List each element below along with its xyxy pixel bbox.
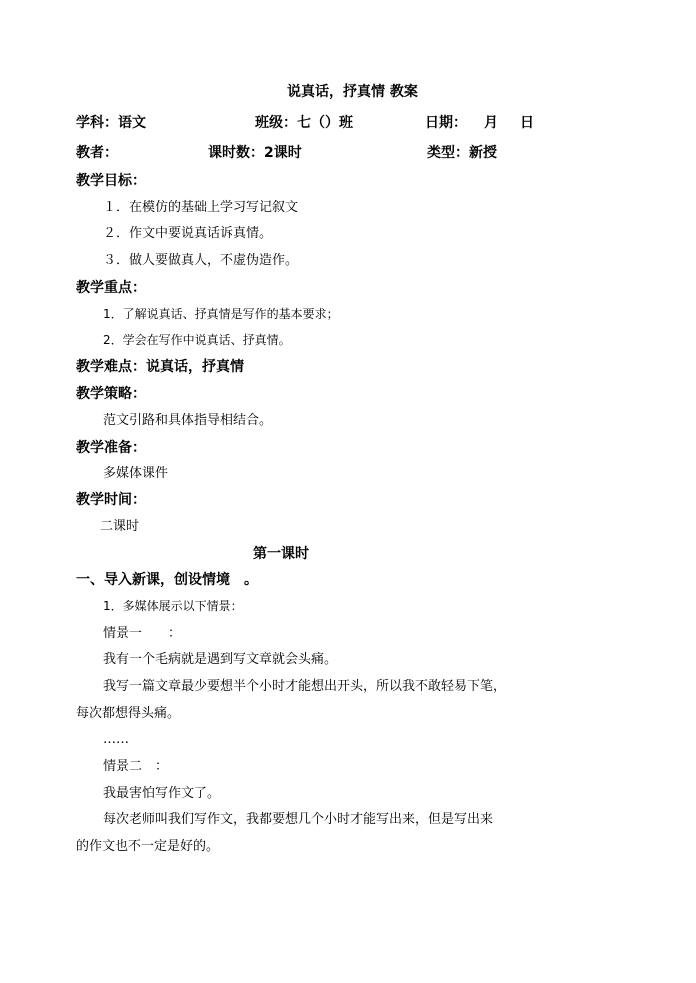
scene2-label: 情景二 ： (103, 759, 169, 774)
objective-item: １．在模仿的基础上学习写记叙文 (103, 200, 299, 215)
subject-field: 学科：语文 (76, 115, 146, 131)
ellipsis: …… (103, 732, 129, 747)
preparation-text: 多媒体课件 (103, 466, 169, 481)
time-heading: 教学时间： (76, 492, 146, 508)
key-points-heading: 教学重点： (76, 280, 146, 296)
strategy-text: 范文引路和具体指导相结合。 (103, 413, 273, 428)
lesson1-title: 第一课时 (253, 546, 309, 562)
scene1-label: 情景一 ： (103, 626, 182, 641)
difficulty-line: 教学难点：说真话，抒真情 (76, 359, 244, 375)
time-text: 二课时 (100, 519, 140, 534)
class-field: 班级：七（）班 (255, 115, 353, 131)
scene2-paragraph: 的作文也不一定是好的。 (76, 839, 220, 854)
scene1-paragraph: 我写一篇文章最少要想半个小时才能想出开头，所以我不敢轻易下笔， (103, 679, 507, 694)
type-field: 类型：新授 (427, 145, 497, 161)
section1-heading: 一、导入新课，创设情境 。 (76, 572, 258, 588)
objectives-heading: 教学目标： (76, 173, 146, 189)
scene2-paragraph: 我最害怕写作文了。 (103, 786, 221, 801)
date-label: 日期： (425, 115, 467, 131)
objective-item: ２．作文中要说真话诉真情。 (103, 226, 273, 241)
key-point-item: 2．学会在写作中说真话、抒真情。 (103, 333, 291, 347)
document-title: 说真话，抒真情 教案 (287, 84, 418, 100)
scene2-paragraph: 每次老师叫我们写作文，我都要想几个小时才能写出来，但是写出来 (103, 812, 494, 827)
key-point-item: 1．了解说真话、抒真情是写作的基本要求； (103, 307, 339, 321)
strategy-heading: 教学策略： (76, 386, 146, 402)
scene1-paragraph: 每次都想得头痛。 (76, 706, 181, 721)
date-month: 月 (484, 115, 498, 131)
objective-item: ３．做人要做真人，不虚伪造作。 (103, 253, 299, 268)
teacher-field: 教者： (76, 145, 118, 161)
step1-text: 1．多媒体展示以下情景： (103, 599, 243, 613)
periods-field: 课时数：2课时 (208, 145, 302, 161)
date-day: 日 (520, 115, 534, 131)
preparation-heading: 教学准备： (76, 440, 146, 456)
scene1-paragraph: 我有一个毛病就是遇到写文章就会头痛。 (103, 652, 338, 667)
